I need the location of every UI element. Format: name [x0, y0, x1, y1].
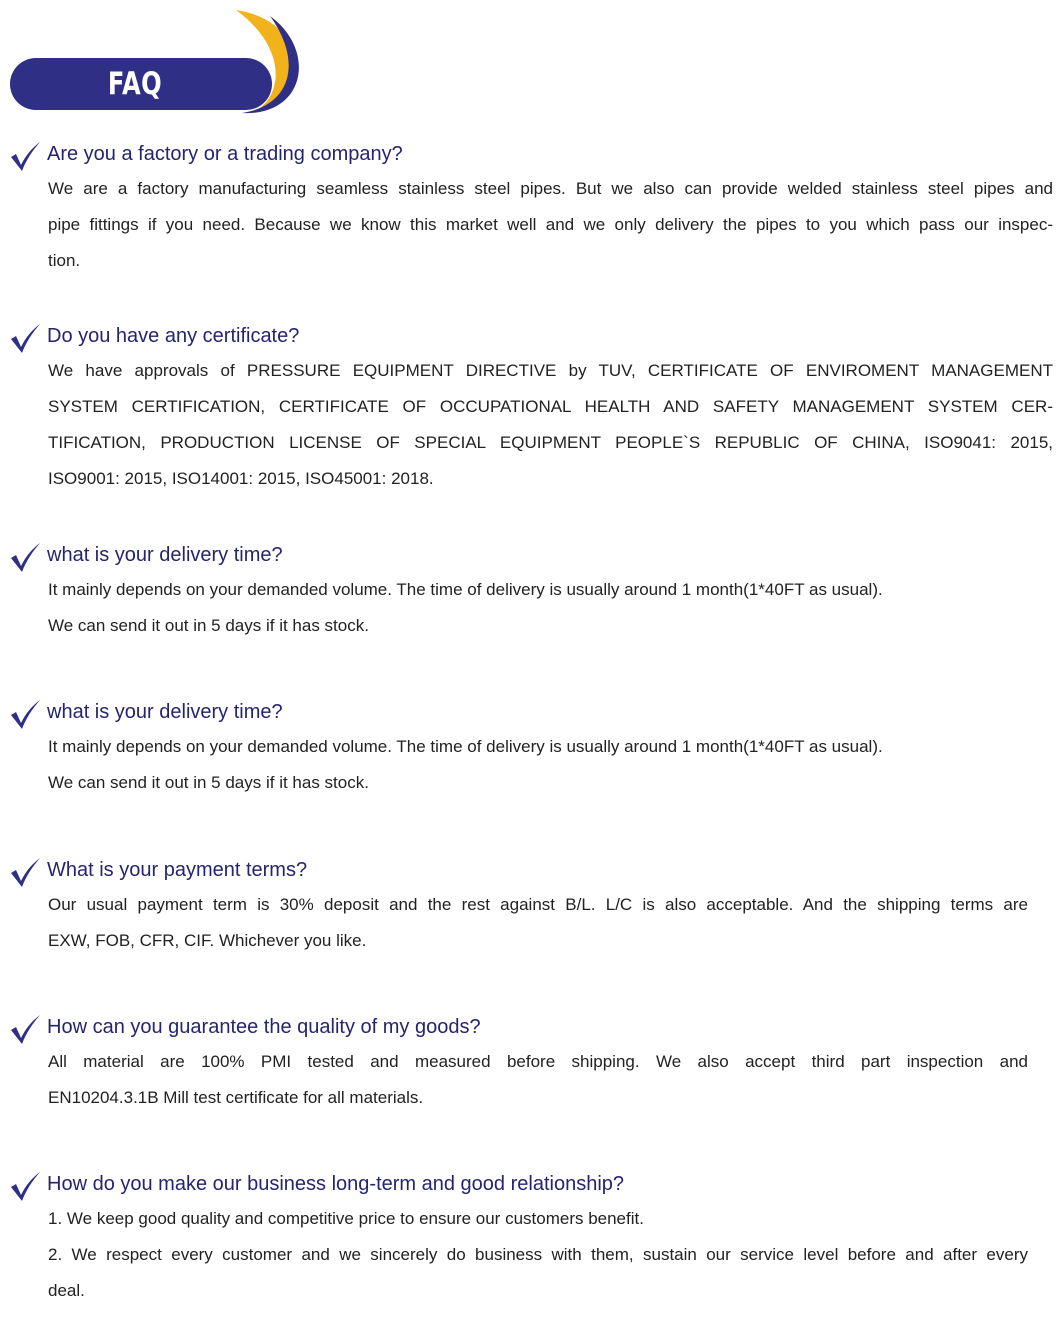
faq-answer [48, 887, 1053, 959]
faq-question: Are you a factory or a trading company? [47, 143, 403, 165]
answer-line: We are a factory manufacturing seamless stainless steel pipes. But we also can provide welded stainless steel pipes and [48, 179, 1053, 198]
answer-line: We can send it out in 5 days if it has stock. [48, 616, 369, 635]
answer-line: We can send it out in 5 days if it has stock. [48, 773, 369, 792]
answer-line: TIFICATION, PRODUCTION LICENSE OF SPECIAL EQUIPMENT PEOPLE`S REPUBLIC OF CHINA, ISO9041: 2015, [48, 433, 1053, 452]
answer-line: SYSTEM CERTIFICATION, CERTIFICATE OF OCCUPATIONAL HEALTH AND SAFETY MANAGEMENT SYSTEM CER- [48, 397, 1053, 416]
faq-answer [48, 353, 1053, 497]
faq-header [10, 10, 310, 115]
faq-question: what is your delivery time? [47, 701, 283, 723]
faq-answer [48, 572, 1053, 644]
answer-line: pipe fittings if you need. Because we know this market well and we only delivery the pipes to you which pass our inspec- [48, 215, 1053, 234]
answer-line: Our usual payment term is 30% deposit and the rest against B/L. L/C is also acceptable. And the shipping terms are [48, 895, 1028, 914]
faq-question: Do you have any certificate? [47, 325, 300, 347]
answer-line: EXW, FOB, CFR, CIF. Whichever you like. [48, 931, 367, 950]
checkmark-icon [10, 1171, 41, 1202]
faq-question: How can you guarantee the quality of my goods? [47, 1016, 481, 1038]
faq-question: How do you make our business long-term and good relationship? [47, 1173, 625, 1195]
answer-line: It mainly depends on your demanded volume. The time of delivery is usually around 1 month(1*40FT as usual). [48, 737, 883, 756]
checkmark-icon [10, 699, 41, 730]
checkmark-icon [10, 323, 41, 354]
answer-line: tion. [48, 251, 81, 270]
faq-answer [48, 1201, 1053, 1309]
answer-line: 1. We keep good quality and competitive price to ensure our customers benefit. [48, 1209, 644, 1228]
faq-answer [48, 1044, 1053, 1116]
checkmark-icon [10, 857, 41, 888]
answer-line: All material are 100% PMI tested and measured before shipping. We also accept third part inspection and [48, 1052, 1028, 1071]
answer-line: deal. [48, 1281, 85, 1300]
answer-line: ISO9001: 2015, ISO14001: 2015, ISO45001: 2018. [48, 469, 434, 488]
checkmark-icon [10, 141, 41, 172]
answer-line: EN10204.3.1B Mill test certificate for all materials. [48, 1088, 424, 1107]
answer-line: It mainly depends on your demanded volume. The time of delivery is usually around 1 month(1*40FT as usual). [48, 580, 883, 599]
faq-question: What is your payment terms? [47, 859, 308, 881]
faq-title: FAQ [107, 66, 163, 102]
faq-question: what is your delivery time? [47, 544, 283, 566]
checkmark-icon [10, 542, 41, 573]
checkmark-icon [10, 1014, 41, 1045]
faq-answer [48, 729, 1053, 801]
faq-answer [48, 171, 1053, 279]
answer-line: We have approvals of PRESSURE EQUIPMENT DIRECTIVE by TUV, CERTIFICATE OF ENVIROMENT MANAGEMENT [48, 361, 1053, 380]
answer-line: 2. We respect every customer and we sincerely do business with them, sustain our service level before and after every [48, 1245, 1028, 1264]
